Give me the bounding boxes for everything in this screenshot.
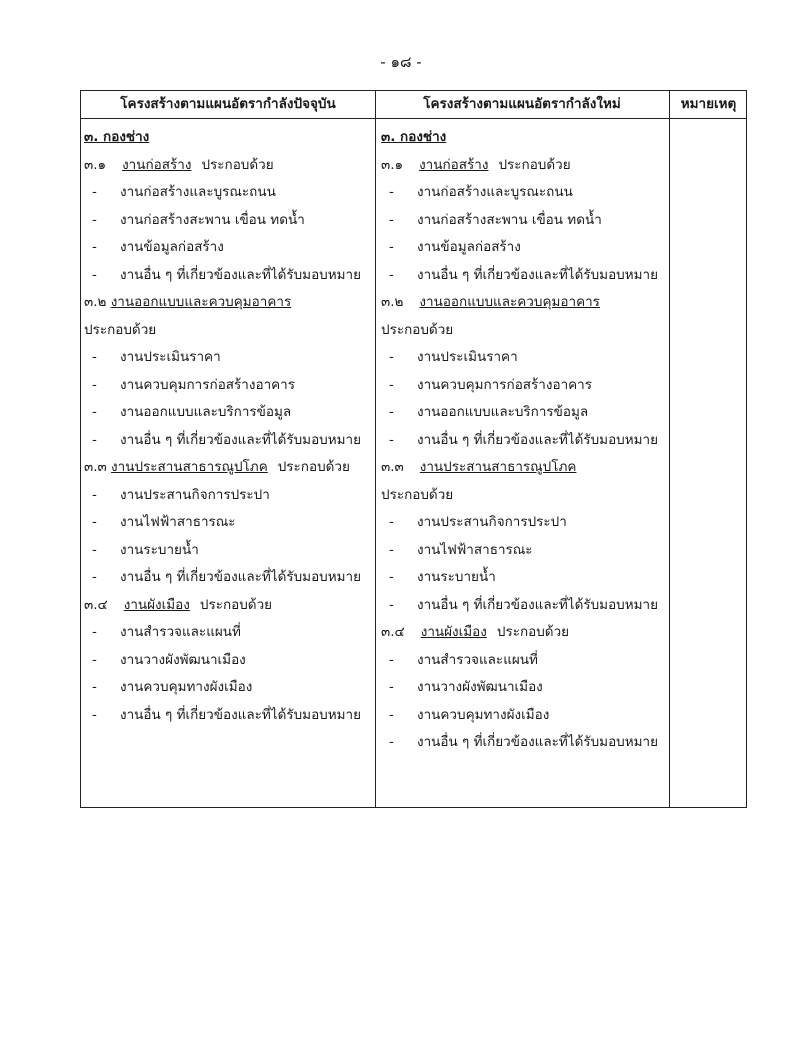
list-item: - งานระบายน้ำ — [92, 541, 199, 558]
section-number: ๓.๔ — [84, 596, 108, 613]
list-item: - งานอื่น ๆ ที่เกี่ยวข้องและที่ได้รับมอบหมาย — [92, 431, 362, 448]
division-title: ๓. กองช่าง — [84, 129, 150, 145]
section-number: ๓.๒ — [381, 294, 404, 310]
list-item: - งานควบคุมการก่อสร้างอาคาร — [389, 376, 593, 393]
header-divider — [81, 118, 746, 119]
section-heading — [84, 592, 374, 620]
list-item: - งานประเมินราคา — [389, 349, 518, 365]
consists-of-label: ประกอบด้วย — [381, 486, 454, 503]
section-title: งานผังเมือง — [123, 596, 190, 613]
list-item: - งานอื่น ๆ ที่เกี่ยวข้องและที่ได้รับมอบหมาย — [92, 706, 362, 723]
list-item: - งานอื่น ๆ ที่เกี่ยวข้องและที่ได้รับมอบหมาย — [389, 596, 659, 613]
section-title: งานผังเมือง — [420, 624, 487, 640]
consists-of-label: ประกอบด้วย — [84, 321, 157, 338]
section-title: งานออกแบบและควบคุมอาคาร — [419, 294, 600, 310]
list-item: - งานอื่น ๆ ที่เกี่ยวข้องและที่ได้รับมอบหมาย — [389, 734, 659, 750]
section-number: ๓.๓ — [84, 459, 107, 475]
list-item: - งานประสานกิจการประปา — [389, 514, 567, 530]
consists-of-label: ประกอบด้วย — [496, 624, 570, 640]
section-heading — [381, 289, 671, 317]
section-title: งานออกแบบและควบคุมอาคาร — [110, 294, 292, 310]
list-item: - งานก่อสร้างและบูรณะถนน — [92, 184, 276, 200]
page-number: - ๑๘ - — [380, 53, 422, 71]
section-title: งานก่อสร้าง — [419, 156, 489, 173]
list-item: - งานอื่น ๆ ที่เกี่ยวข้องและที่ได้รับมอบหมาย — [389, 266, 659, 283]
header-new-structure: โครงสร้างตามแผนอัตรากำลังใหม่ — [423, 96, 621, 112]
list-item: - งานข้อมูลก่อสร้าง — [389, 239, 521, 255]
section-number: ๓.๓ — [381, 459, 404, 475]
list-item: - งานประสานกิจการประปา — [92, 486, 270, 503]
list-item: - งานวางผังพัฒนาเมือง — [389, 679, 543, 695]
list-item: - งานก่อสร้างและบูรณะถนน — [389, 184, 573, 200]
list-item: - งานสำรวจและแผนที่ — [92, 624, 241, 640]
list-item: - งานสำรวจและแผนที่ — [389, 651, 538, 668]
section-number: ๓.๑ — [381, 156, 404, 173]
section-number: ๓.๔ — [381, 624, 405, 640]
list-item: - งานไฟฟ้าสาธารณะ — [389, 541, 533, 558]
current-structure-column — [84, 124, 374, 729]
section-title: งานก่อสร้าง — [122, 156, 192, 173]
consists-of-label: ประกอบด้วย — [201, 156, 274, 173]
consists-of-label: ประกอบด้วย — [498, 156, 571, 173]
new-structure-column — [381, 124, 671, 757]
consists-of-label: ประกอบด้วย — [199, 596, 273, 613]
section-title: งานประสานสาธารณูปโภค — [419, 459, 577, 475]
list-item: - งานควบคุมทางผังเมือง — [389, 706, 550, 723]
list-item: - งานออกแบบและบริการข้อมูล — [92, 404, 292, 420]
section-heading — [84, 152, 374, 180]
list-item: - งานข้อมูลก่อสร้าง — [92, 239, 224, 255]
section-title: งานประสานสาธารณูปโภค — [111, 459, 268, 475]
section-number: ๓.๑ — [84, 156, 107, 173]
division-title: ๓. กองช่าง — [381, 129, 447, 145]
structure-comparison-table — [80, 90, 747, 808]
section-heading — [381, 152, 671, 180]
consists-of-label: ประกอบด้วย — [277, 459, 350, 475]
header-current-structure: โครงสร้างตามแผนอัตรากำลังปัจจุบัน — [120, 96, 336, 112]
section-heading — [84, 289, 374, 317]
column-divider — [375, 91, 376, 807]
section-heading — [381, 619, 671, 647]
header-remark: หมายเหตุ — [680, 96, 737, 112]
section-number: ๓.๒ — [84, 294, 107, 310]
list-item: - งานวางผังพัฒนาเมือง — [92, 651, 246, 668]
section-heading — [84, 454, 374, 482]
list-item: - งานอื่น ๆ ที่เกี่ยวข้องและที่ได้รับมอบหมาย — [92, 266, 362, 283]
section-heading — [381, 454, 671, 482]
list-item: - งานอื่น ๆ ที่เกี่ยวข้องและที่ได้รับมอบหมาย — [92, 569, 362, 585]
list-item: - งานก่อสร้างสะพาน เขื่อน ทดน้ำ — [92, 211, 305, 228]
list-item: - งานระบายน้ำ — [389, 569, 496, 585]
consists-of-label: ประกอบด้วย — [381, 321, 454, 338]
list-item: - งานอื่น ๆ ที่เกี่ยวข้องและที่ได้รับมอบหมาย — [389, 431, 659, 448]
list-item: - งานควบคุมทางผังเมือง — [92, 679, 253, 695]
list-item: - งานควบคุมการก่อสร้างอาคาร — [92, 376, 296, 393]
list-item: - งานออกแบบและบริการข้อมูล — [389, 404, 589, 420]
list-item: - งานก่อสร้างสะพาน เขื่อน ทดน้ำ — [389, 211, 602, 228]
list-item: - งานไฟฟ้าสาธารณะ — [92, 514, 236, 530]
list-item: - งานประเมินราคา — [92, 349, 221, 365]
